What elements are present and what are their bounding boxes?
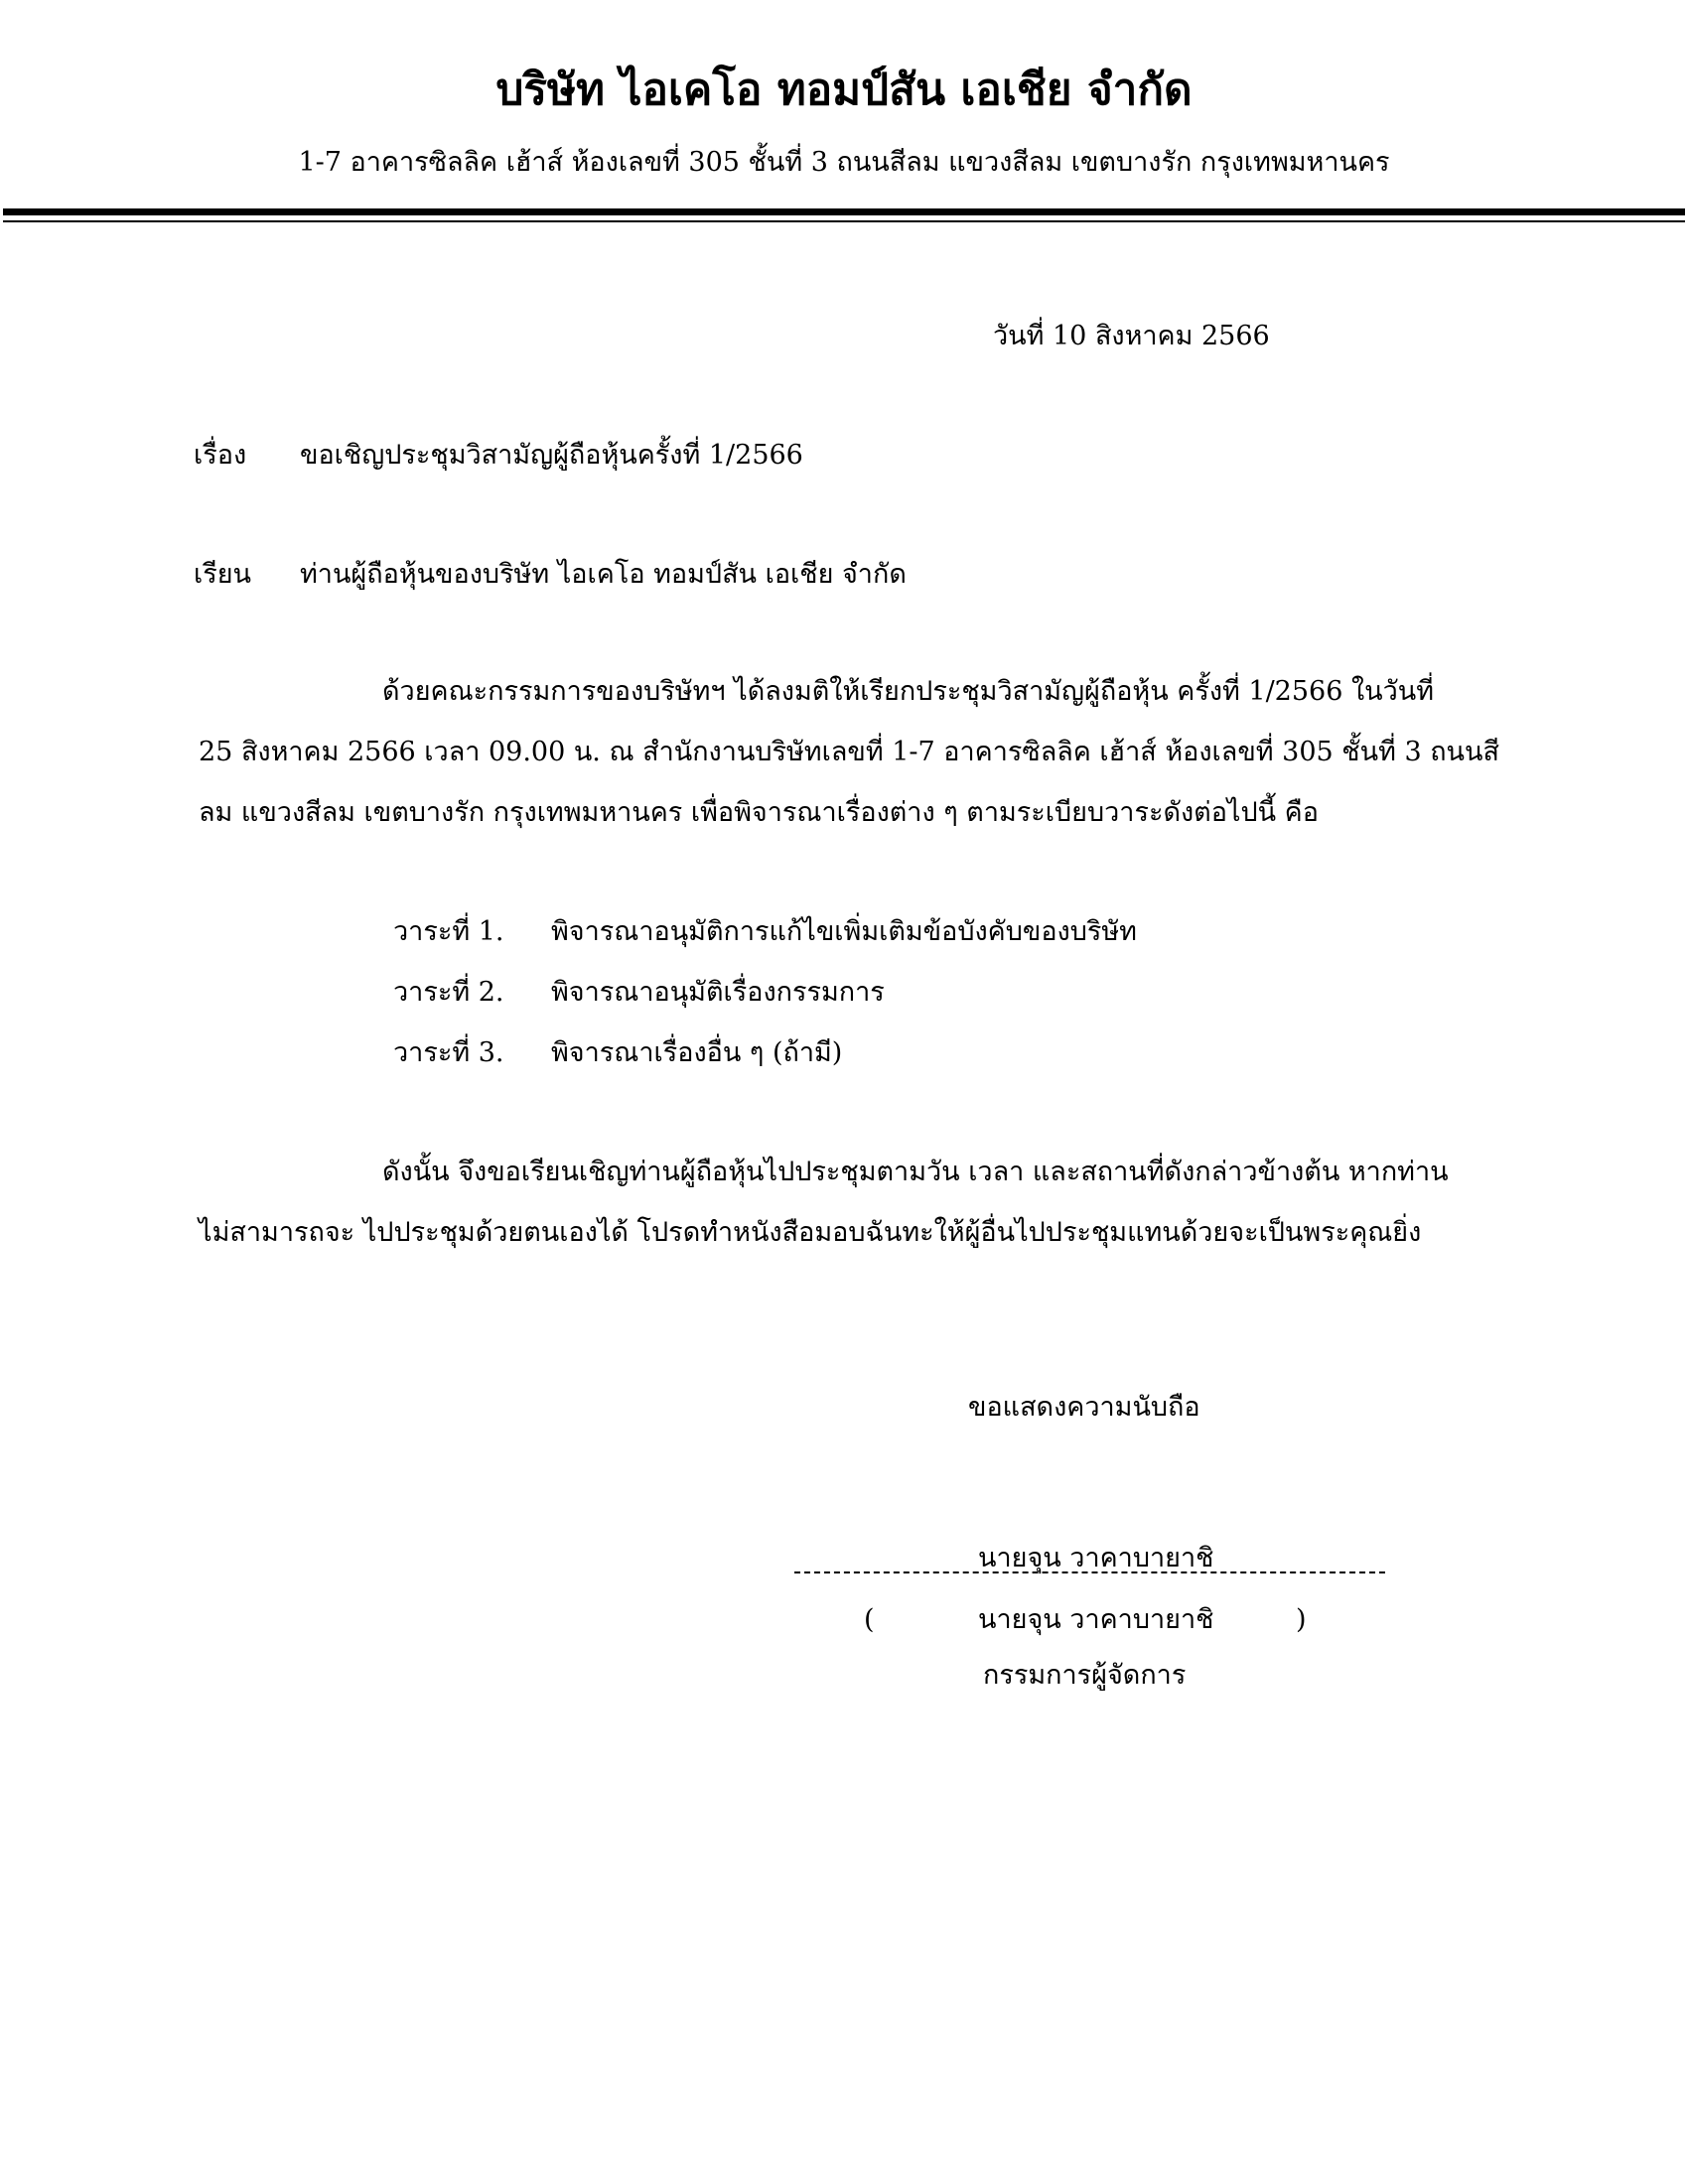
paragraph1-line: ลม แขวงสีลม เขตบางรัก กรุงเทพมหานคร เพื่อพิจารณาเรื่องต่าง ๆ ตามระเบียบวาระดังต่อไปนี้ คือ — [199, 797, 1319, 828]
paragraph2-line: ดังนั้น จึงขอเรียนเชิญท่านผู้ถือหุ้นไปประชุมตามวัน เวลา และสถานที่ดังกล่าวข้างต้น หากท่าน — [382, 1157, 1449, 1187]
agenda-item-text: พิจารณาอนุมัติเรื่องกรรมการ — [551, 977, 885, 1008]
recipient-text: ท่านผู้ถือหุ้นของบริษัท ไอเคโอ ทอมป์สัน เอเชีย จำกัด — [300, 559, 907, 590]
signature-name: นายจุน วาคาบายาชิ — [978, 1543, 1214, 1573]
paragraph1-line: ด้วยคณะกรรมการของบริษัทฯ ได้ลงมติให้เรียกประชุมวิสามัญผู้ถือหุ้น ครั้งที่ 1/2566 ในวันที่ — [382, 676, 1435, 707]
signature-paren-open: ( — [864, 1604, 875, 1635]
paragraph1-line: 25 สิงหาคม 2566 เวลา 09.00 น. ณ สำนักงานบริษัทเลขที่ 1-7 อาคารซิลลิค เฮ้าส์ ห้องเลขที่ 305 ชั้นที่ 3 ถนนสี — [199, 737, 1499, 767]
letterhead-divider-thick — [3, 208, 1685, 215]
agenda-item-text: พิจารณาเรื่องอื่น ๆ (ถ้ามี) — [551, 1037, 843, 1068]
subject-label: เรื่อง — [194, 440, 247, 471]
agenda-item-label: วาระที่ 3. — [393, 1037, 504, 1068]
company-address: 1-7 อาคารซิลลิค เฮ้าส์ ห้องเลขที่ 305 ชั้นที่ 3 ถนนสีลม แขวงสีลม เขตบางรัก กรุงเทพมหานคร — [298, 147, 1390, 178]
agenda-item-label: วาระที่ 1. — [393, 916, 504, 947]
closing-phrase: ขอแสดงความนับถือ — [968, 1392, 1200, 1423]
paragraph2-line: ไม่สามารถจะ ไปประชุมด้วยตนเองได้ โปรดทำหนังสือมอบฉันทะให้ผู้อื่นไปประชุมแทนด้วยจะเป็นพระคุณยิ่ง — [199, 1217, 1422, 1248]
letterhead-divider-thin — [3, 220, 1685, 222]
agenda-item-text: พิจารณาอนุมัติการแก้ไขเพิ่มเติมข้อบังคับของบริษัท — [551, 916, 1137, 947]
signature-paren-close: ) — [1296, 1604, 1307, 1635]
letter-date: วันที่ 10 สิงหาคม 2566 — [993, 321, 1270, 351]
company-name: บริษัท ไอเคโอ ทอมป์สัน เอเชีย จำกัด — [495, 65, 1193, 115]
signatory-position: กรรมการผู้จัดการ — [983, 1660, 1187, 1691]
agenda-item-label: วาระที่ 2. — [393, 977, 504, 1008]
subject-text: ขอเชิญประชุมวิสามัญผู้ถือหุ้นครั้งที่ 1/2566 — [300, 440, 803, 471]
signatory-printed-name: นายจุน วาคาบายาชิ — [978, 1604, 1214, 1635]
recipient-label: เรียน — [194, 559, 252, 590]
